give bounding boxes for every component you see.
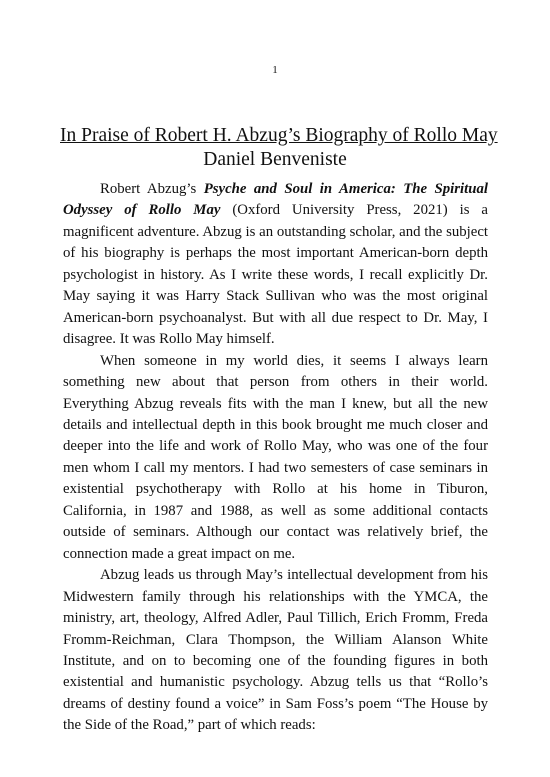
paragraph-1-rest: (Oxford University Press, 2021) is a magnificent adventure. Abzug is an outstanding scholar, and the subject of his biography is perhaps the most important American-born depth psychologist in history. As I write these words, I recall explicitly Dr. May saying it was Harry Stack Sullivan who was the most original American-born psychoanalyst. But with all due respect to Dr. May, I disagree. It was Rollo May himself. [63,202,488,348]
document-body [63,179,488,737]
paragraph-3: Abzug leads us through May’s intellectual development from his Midwestern family through his relationships with the YMCA, the ministry, art, theology, Alfred Adler, Paul Tillich, Erich Fromm, Freda Fromm-Reichman, Clara Thompson, the William Alanson White Institute, and on to becoming one of the founding figures in both existential and humanistic psychology. Abzug tells us that “Rollo’s dreams of destiny found a voice” in Sam Foss’s poem “The House by the Side of the Road,” part of which reads: [63,567,488,734]
book-title: Psyche and Soul in America: The Spiritual Odyssey of Rollo May [63,181,488,219]
author-name: Daniel Benveniste [203,149,347,170]
page-number: 1 [272,64,278,76]
paragraph-2: When someone in my world dies, it seems I always learn something new about that person from others in their world. Everything Abzug reveals fits with the man I knew, but all the new details and intellectual depth in this book brought me much closer and deeper into the life and work of Rollo May, who was one of the four men whom I call my mentors. I had two semesters of case seminars in existential psychotherapy with Rollo at his home in Tiburon, California, in 1987 and 1988, as well as some additional contacts outside of seminars. Although our contact was relatively brief, the connection made a great impact on me. [63,352,488,562]
paragraph-1 [63,179,488,351]
paragraph-1-intro: Robert Abzug’s [100,181,204,197]
document-title: In Praise of Robert H. Abzug’s Biography of Rollo May [60,125,498,146]
